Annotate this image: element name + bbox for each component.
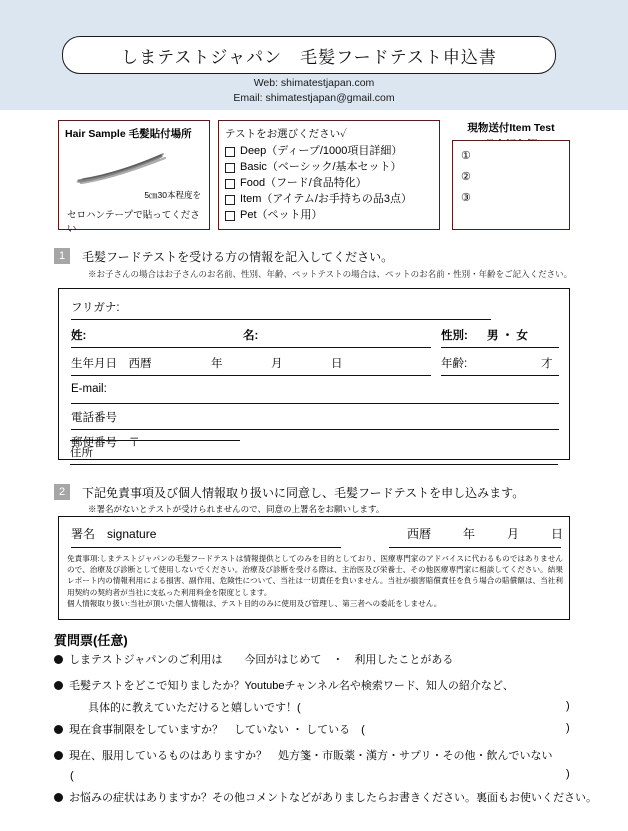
page-title: しまテストジャパン 毛髪フードテスト申込書	[121, 47, 497, 67]
bullet-icon	[54, 655, 63, 664]
email-label: E-mail:	[71, 383, 107, 395]
signature-input[interactable]	[71, 547, 341, 548]
question-text: 毛髪テストをどこで知りましたか？Youtubeチャンネル名や検索ワード、知人の紹介など、	[69, 680, 514, 692]
question-item-1[interactable]	[54, 652, 574, 668]
gender-label: 性別:	[441, 330, 468, 342]
address-input[interactable]	[70, 464, 558, 465]
postal-input[interactable]	[70, 440, 240, 441]
personal-info-box	[58, 288, 570, 460]
question-item-5[interactable]	[54, 790, 597, 806]
checkbox-icon[interactable]	[225, 211, 235, 221]
questionnaire-title: 質問票(任意)	[54, 633, 128, 648]
birthdate-label: 生年月日 西暦	[71, 358, 152, 370]
section-1-badge: 1	[54, 248, 70, 264]
test-option-food[interactable]	[225, 175, 433, 191]
bullet-icon	[54, 793, 63, 802]
test-option-label: Deep（ディープ/1000項目詳細）	[240, 145, 403, 157]
question-text: しまテストジャパンのご利用は 今回がはじめて ・ 利用したことがある	[69, 654, 454, 666]
question-item-4-open-paren	[70, 768, 74, 784]
section-2-title: 下記免責事項及び個人情報取り扱いに同意し、毛髪フードテストを申し込みます。	[82, 486, 525, 500]
postal-label: 郵便番号 〒	[71, 437, 140, 449]
section-1-note: ※お子さんの場合はお子さんのお名前、性別、年齢、ペットテストの場合は、ペットのお名前・性別・年齢をご記入ください。	[88, 269, 573, 279]
signature-label: 署名 signature	[71, 527, 157, 541]
test-option-deep[interactable]	[225, 143, 433, 159]
birth-day-label: 日	[331, 358, 343, 370]
question-item-2-sub[interactable]	[88, 700, 301, 716]
item-test-box[interactable]	[452, 140, 570, 230]
hair-strand-image	[75, 147, 195, 187]
sign-date-input[interactable]	[389, 547, 561, 548]
answer-close-paren-1: )	[566, 700, 570, 712]
lastname-label: 姓:	[71, 330, 87, 342]
hair-tape-note: セロハンテープで貼ってください	[67, 210, 200, 235]
test-selection-title: テストをお選びください✓	[225, 128, 347, 140]
sign-date-day-label: 日	[551, 527, 564, 541]
question-text: (	[70, 770, 74, 782]
question-text: 現在、服用しているものはありますか？ 処方箋・市販薬・漢方・サプリ・その他・飲んでいない	[69, 750, 553, 762]
section-1-title: 毛髪フードテストを受ける方の情報を記入してください。	[82, 250, 394, 264]
gender-underline	[441, 347, 559, 348]
sign-date-era-label: 西暦	[407, 527, 432, 541]
name-input[interactable]	[71, 347, 431, 348]
hair-amount-note: 5㎝30本程度を	[144, 190, 201, 200]
test-selection-box	[218, 120, 440, 230]
bullet-icon	[54, 681, 63, 690]
checkbox-icon[interactable]	[225, 147, 235, 157]
age-unit-label: 才	[541, 358, 553, 370]
contact-web: Web: shimatestjapan.com	[253, 77, 375, 89]
test-option-item[interactable]	[225, 191, 433, 207]
contact-email: Email: shimatestjapan@gmail.com	[233, 92, 395, 104]
item-test-heading-line1: 現物送付Item Test	[467, 122, 555, 134]
checkbox-icon[interactable]	[225, 163, 235, 173]
section-2-badge: 2	[54, 484, 70, 500]
item-row-2: ②	[461, 171, 471, 183]
question-text: お悩みの症状はありますか？その他コメントなどがありましたらお書きください。裏面もお使いください。	[69, 792, 597, 804]
question-item-3[interactable]	[54, 722, 365, 738]
checkbox-icon[interactable]	[225, 195, 235, 205]
furigana-input[interactable]	[71, 319, 491, 320]
address-label: 住所	[70, 447, 93, 459]
form-title-box	[62, 36, 556, 74]
birthdate-input[interactable]	[71, 375, 431, 376]
test-option-label: Food（フード/食品特化）	[240, 177, 367, 189]
hair-sample-title: Hair Sample 毛髪貼付場所	[65, 128, 192, 140]
age-input[interactable]	[441, 375, 559, 376]
firstname-label: 名:	[243, 330, 259, 342]
checkbox-icon[interactable]	[225, 179, 235, 189]
question-text: 具体的に教えていただけると嬉しいです！(	[88, 702, 301, 714]
question-item-4[interactable]	[54, 748, 553, 764]
sign-date-year-label: 年	[463, 527, 476, 541]
signature-box	[58, 516, 570, 620]
age-label: 年齢:	[441, 358, 468, 370]
furigana-label: フリガナ:	[71, 302, 120, 314]
question-text: 現在食事制限をしていますか？ していない ・ している (	[69, 724, 365, 736]
gender-options[interactable]: 男 ・ 女	[487, 330, 528, 342]
answer-close-paren-3: )	[566, 768, 570, 780]
bullet-icon	[54, 751, 63, 760]
item-row-1: ①	[461, 150, 471, 162]
birth-year-label: 年	[211, 358, 223, 370]
legal-line-2: 個人情報取り扱い:当社が頂いた個人情報は、テスト目的のみに使用及び管理し、第三者への委託をしません。	[67, 598, 442, 608]
legal-line-1: 免責事項:しまテストジャパンの毛髪フードテストは情報提供としてのみを目的としており、医療専門家のアドバイスに代わるものではありませんので、治療及び診断として使用しないでください。治療及び診断を受ける際は、主治医及び栄養士、その他医療専門家に相談してください。結果レポート内の情報利用による損害、副作用、危険性について、当社は一切責任を負いません。当社が損害賠償責任を負う場合の賠償額は、当社利用契約の契約者が当社に支払った利用料金を限度とします。	[67, 554, 563, 597]
answer-close-paren-2: )	[566, 722, 570, 734]
email-input[interactable]	[71, 403, 559, 404]
phone-label: 電話番号	[71, 412, 117, 424]
birth-month-label: 月	[271, 358, 283, 370]
test-option-label: Pet（ペット用）	[240, 209, 323, 221]
test-option-label: Item（アイテム/お手持ちの品3点）	[240, 193, 413, 205]
test-option-label: Basic（ベーシック/基本セット）	[240, 161, 402, 173]
item-row-3: ③	[461, 192, 471, 204]
sign-date-month-label: 月	[507, 527, 520, 541]
hair-sample-box	[58, 120, 210, 235]
test-option-basic[interactable]	[225, 159, 433, 175]
test-option-pet[interactable]	[225, 207, 433, 223]
contact-block	[0, 76, 628, 106]
legal-disclaimer	[67, 553, 563, 609]
section-2-note: ※署名がないとテストが受けられませんので、同意の上署名をお願いします。	[88, 504, 385, 514]
question-item-2[interactable]	[54, 678, 594, 694]
bullet-icon	[54, 725, 63, 734]
phone-input[interactable]	[71, 429, 559, 430]
